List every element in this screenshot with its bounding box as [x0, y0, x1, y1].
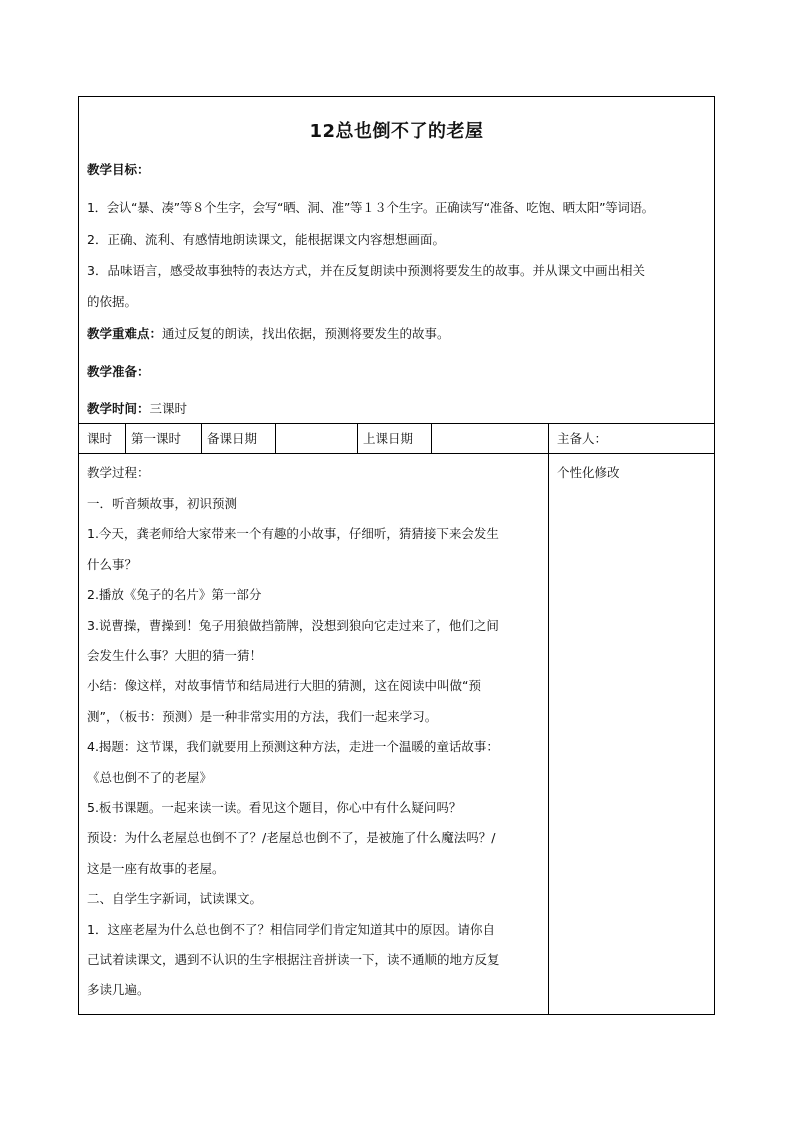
col-divider [431, 423, 432, 453]
row-divider-top [79, 423, 714, 424]
objective-line-3: 3．品味语言，感受故事独特的表达方式，并在反复朗读中预测将要发生的故事。并从课文中画出相关 [87, 263, 645, 278]
process-line: 会发生什么事？大胆的猜一猜！ [87, 648, 263, 663]
prep-date-label: 备课日期 [207, 431, 258, 446]
col-divider [201, 423, 202, 453]
process-line: 己试着读课文，遇到不认识的生字根据注音拼读一下，读不通顺的地方反复 [87, 952, 500, 967]
process-line: 一．听音频故事，初识预测 [87, 496, 238, 511]
time-text: 三课时 [149, 401, 188, 416]
objective-line-1: 1．会认“暴、凑”等８个生字，会写“晒、洞、准”等１３个生字。正确读写“准备、吃饱、晒太阳”等词语。 [87, 200, 654, 215]
process-line: 《总也倒不了的老屋》 [87, 769, 213, 785]
side-note: 个性化修改 [557, 465, 620, 480]
period-label: 课时 [87, 431, 113, 446]
time-label: 教学时间： [87, 401, 150, 416]
class-date-label: 上课日期 [363, 431, 414, 446]
process-line: 预设：为什么老屋总也倒不了？/老屋总也倒不了，是被施了什么魔法吗？/ [87, 830, 496, 846]
keypoints-text: 通过反复的朗读，找出依据，预测将要发生的故事。 [162, 326, 450, 341]
prep-label: 教学准备： [87, 364, 150, 379]
time-line [87, 399, 187, 417]
objective-line-2: 2．正确、流利、有感情地朗读课文，能根据课文内容想想画面。 [87, 232, 445, 247]
col-divider [357, 423, 358, 453]
process-line: 小结：像这样，对故事情节和结局进行大胆的猜测，这在阅读中叫做“预 [87, 678, 481, 694]
process-line: 1．这座老屋为什么总也倒不了？相信同学们肯定知道其中的原因。请你自 [87, 921, 495, 937]
page-title: 12总也倒不了的老屋 [309, 121, 484, 142]
keypoints-line [87, 324, 450, 342]
process-line: 4.揭题：这节课，我们就要用上预测这种方法，走进一个温暖的童话故事： [87, 739, 499, 755]
lesson-plan-table [78, 96, 715, 1015]
process-line: 测”，（板书：预测）是一种非常实用的方法，我们一起来学习。 [87, 708, 438, 724]
process-line: 什么事？ [87, 556, 138, 572]
keypoints-label: 教学重难点： [87, 326, 163, 341]
period-value: 第一课时 [131, 431, 182, 446]
objective-line-4: 的依据。 [87, 294, 138, 309]
col-divider [125, 423, 126, 453]
process-line: 这是一座有故事的老屋。 [87, 860, 225, 876]
objectives-label: 教学目标： [87, 162, 150, 177]
preparer-label: 主备人： [557, 431, 608, 446]
process-label: 教学过程： [87, 465, 150, 480]
process-line: 3.说曹操，曹操到！兔子用狼做挡箭牌，没想到狼向它走过来了，他们之间 [87, 617, 499, 633]
process-line: 5.板书课题。一起来读一读。看见这个题目，你心中有什么疑问吗？ [87, 800, 462, 815]
process-line: 1.今天，龚老师给大家带来一个有趣的小故事，仔细听，猜猜接下来会发生 [87, 526, 499, 542]
process-line: 多读几遍。 [87, 982, 150, 998]
process-line: 2.播放《兔子的名片》第一部分 [87, 587, 262, 603]
side-column-divider [548, 423, 549, 1015]
col-divider [275, 423, 276, 453]
process-line: 二、自学生字新词，试读课文。 [87, 891, 263, 907]
row-divider-bottom [79, 453, 714, 454]
